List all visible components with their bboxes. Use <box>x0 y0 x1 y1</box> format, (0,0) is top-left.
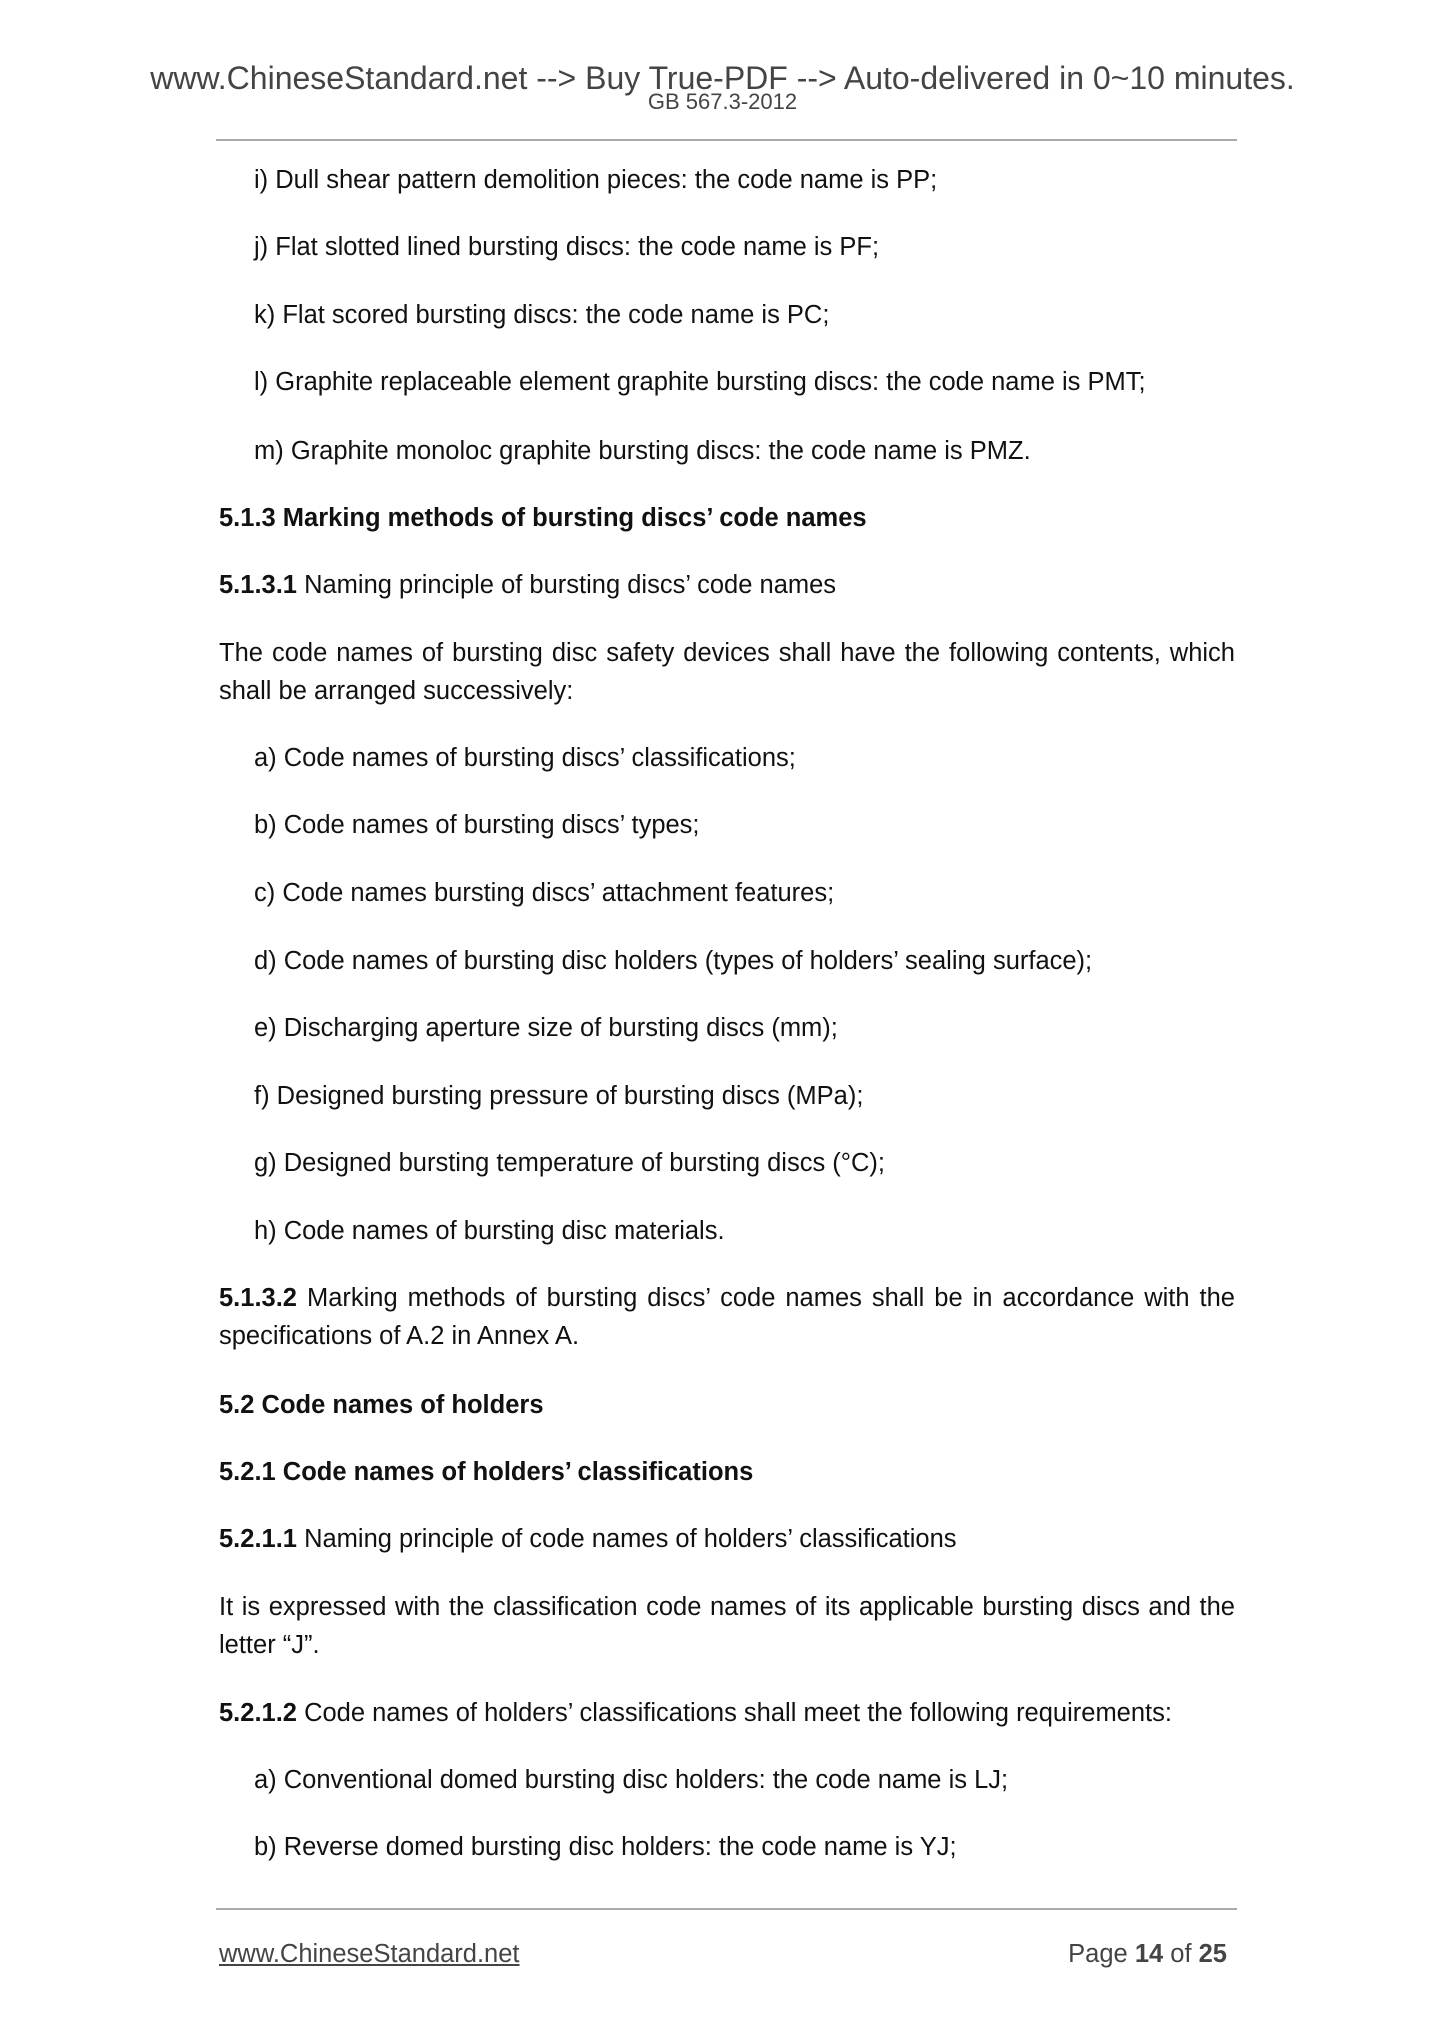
subsection-heading: 5.2.1.2 Code names of holders’ classifications shall meet the following requirements: <box>219 1699 1172 1727</box>
list-item: k) Flat scored bursting discs: the code name is PC; <box>254 301 830 329</box>
subsection-heading: 5.2.1.1 Naming principle of code names of holders’ classifications <box>219 1525 957 1553</box>
subsection-heading: 5.1.3.1 Naming principle of bursting discs’ code names <box>219 571 837 599</box>
footer-link[interactable]: www.ChineseStandard.net <box>219 1940 520 1968</box>
section-heading: 5.2 Code names of holders <box>219 1391 544 1419</box>
list-item: d) Code names of bursting disc holders (types of holders’ sealing surface); <box>254 947 1093 975</box>
page-number: Page 14 of 25 <box>1068 1940 1227 1968</box>
list-item: h) Code names of bursting disc materials. <box>254 1217 725 1245</box>
list-item: a) Conventional domed bursting disc holders: the code name is LJ; <box>254 1766 1009 1794</box>
paragraph: The code names of bursting disc safety devices shall have the following contents, which shall be arranged successively: <box>219 639 1235 705</box>
list-item: c) Code names bursting discs’ attachment features; <box>254 879 835 907</box>
list-item: m) Graphite monoloc graphite bursting discs: the code name is PMZ. <box>254 437 1031 465</box>
document-id: GB 567.3-2012 <box>647 89 798 114</box>
list-item: b) Reverse domed bursting disc holders: the code name is YJ; <box>254 1833 957 1861</box>
list-item: a) Code names of bursting discs’ classifications; <box>254 744 796 772</box>
subsection-paragraph: 5.1.3.2 Marking methods of bursting discs’ code names shall be in accordance with the specifications of A.2 in Annex A. <box>219 1284 1235 1350</box>
list-item: l) Graphite replaceable element graphite bursting discs: the code name is PMT; <box>254 368 1146 396</box>
header-banner: www.ChineseStandard.net --> Buy True-PDF --> Auto-delivered in 0~10 minutes. <box>150 60 1295 96</box>
header-divider <box>216 139 1237 141</box>
list-item: b) Code names of bursting discs’ types; <box>254 811 700 839</box>
list-item: i) Dull shear pattern demolition pieces: the code name is PP; <box>254 166 938 194</box>
section-heading: 5.2.1 Code names of holders’ classifications <box>219 1458 754 1486</box>
paragraph: It is expressed with the classification code names of its applicable bursting discs and the letter “J”. <box>219 1593 1235 1659</box>
list-item: j) Flat slotted lined bursting discs: the code name is PF; <box>254 233 880 261</box>
list-item: g) Designed bursting temperature of bursting discs (°C); <box>254 1149 885 1177</box>
footer-divider <box>216 1908 1237 1910</box>
list-item: f) Designed bursting pressure of bursting discs (MPa); <box>254 1082 864 1110</box>
list-item: e) Discharging aperture size of bursting discs (mm); <box>254 1014 838 1042</box>
section-heading: 5.1.3 Marking methods of bursting discs’ code names <box>219 504 867 532</box>
